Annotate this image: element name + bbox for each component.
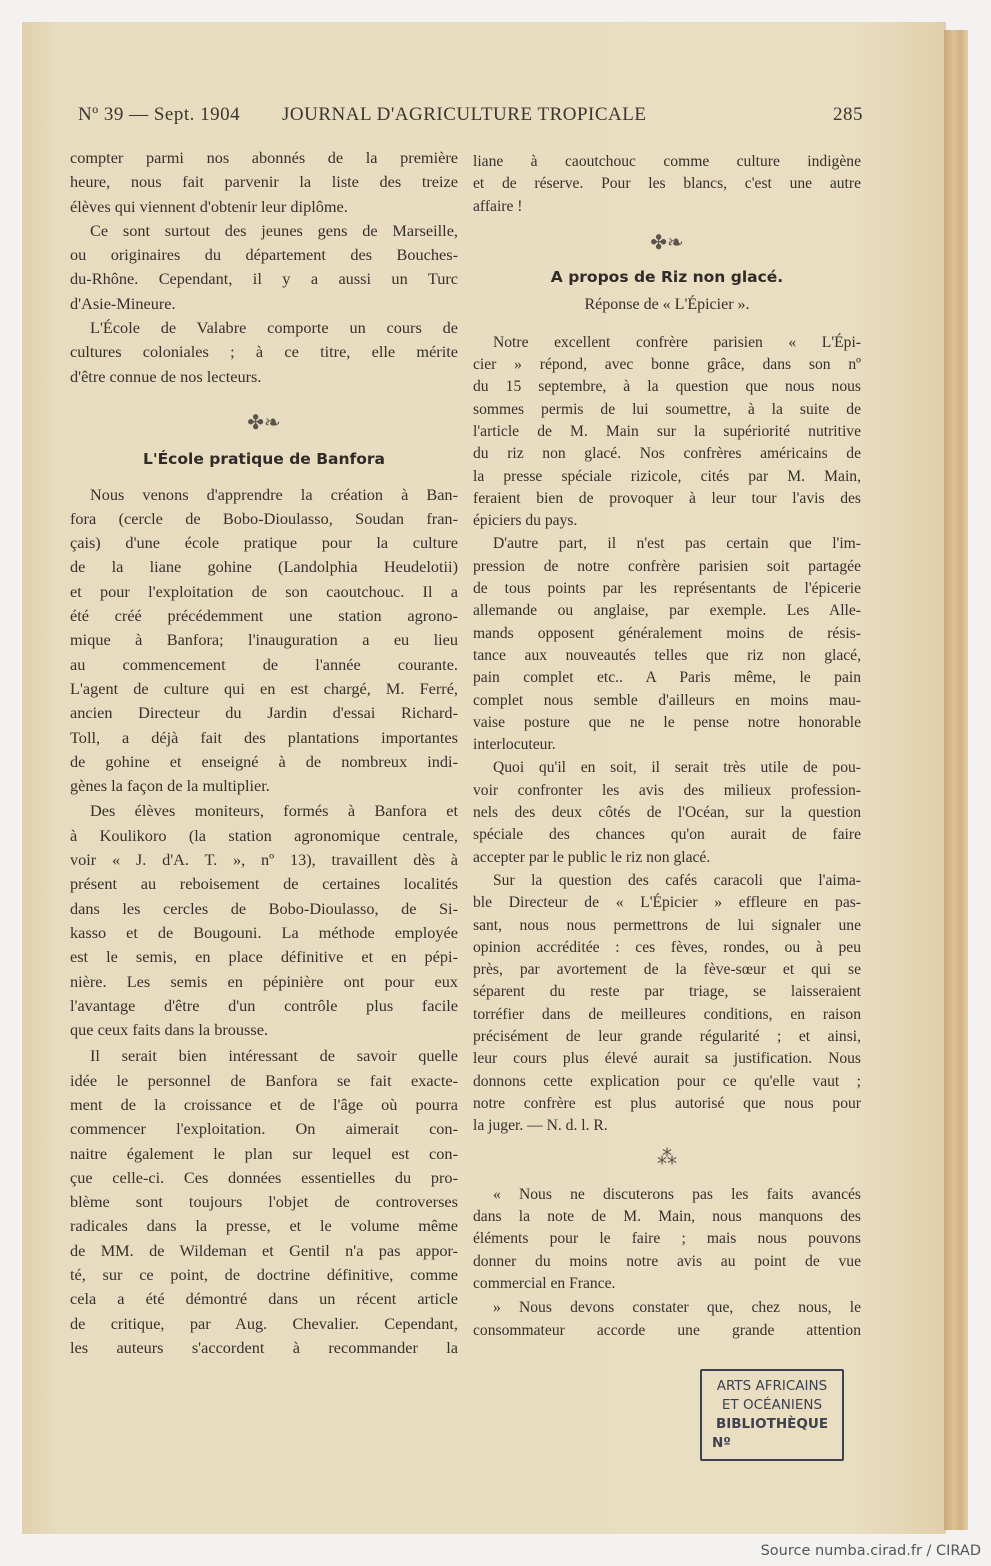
text-line: et de réserve. Pour les blancs, c'est une autre <box>473 175 861 193</box>
text-line: sommes permis de lui soumettre, à la suite de <box>473 400 861 418</box>
text-line: accepter par le public le riz non glacé. <box>473 848 711 866</box>
text-line: à Koulikoro (la station agronomique centrale, <box>70 825 458 845</box>
text-line: les auteurs s'accordent à recommander la <box>70 1337 458 1357</box>
text-line: donnons cette explication pour ce qu'elle vaut ; <box>473 1072 861 1090</box>
text-line: donner du moins notre avis au point de vue <box>473 1252 861 1270</box>
text-line: ble Directeur de « L'Épicier » effleure en pas- <box>473 894 861 912</box>
text-line: voir « J. d'A. T. », nº 13), travaillent dès à <box>70 850 458 870</box>
text-line: présent au reboisement de certaines localités <box>70 874 458 894</box>
text-line: et pour l'exploitation de son caoutchouc. Il a <box>70 581 458 601</box>
text-line: pain complet etc.. A Paris même, le pain <box>473 669 861 687</box>
text-line: mands opposent généralement moins de résis- <box>473 624 861 642</box>
text-line: Notre excellent confrère parisien « L'Épi- <box>493 333 861 351</box>
text-line: éléments pour le faire ; mais nous pouvons <box>473 1230 861 1248</box>
ornament-icon: ⁂ <box>657 1147 677 1170</box>
text-line: « Nous ne discuterons pas les faits avancés <box>493 1185 861 1203</box>
right-column <box>473 151 861 1342</box>
text-line: de gohine et enseigné à de nombreux indi- <box>70 751 458 771</box>
text-line: est le semis, en place définitive et en pépi- <box>70 947 458 967</box>
text-line: commencer l'exploitation. On aimerait con- <box>70 1119 458 1139</box>
library-stamp <box>700 1369 844 1461</box>
text-line: d'être connue de nos lecteurs. <box>70 366 262 386</box>
text-line: spéciale des chances qu'on aurait de faire <box>473 826 861 844</box>
text-line: consommateur accorde une grande attention <box>473 1321 861 1339</box>
text-line: mique à Banfora; l'inauguration a eu lieu <box>70 630 458 650</box>
text-line: du riz non glacé. Nos confrères américains de <box>473 445 861 463</box>
paragraph <box>473 1297 861 1342</box>
text-line: tance aux nouveautés telles que riz non glacé, <box>473 646 861 664</box>
section-heading: L'École pratique de Banfora <box>142 450 386 469</box>
section-subheading: Réponse de « L'Épicier ». <box>584 296 750 314</box>
paragraph <box>70 316 458 389</box>
text-line: çais) d'une école pratique pour la culture <box>70 533 458 553</box>
text-line: près, par avortement de la fève-sœur et qui se <box>473 961 861 979</box>
running-header <box>78 104 863 130</box>
paragraph <box>473 1184 861 1295</box>
text-line: leur cours plus élevé aurait sa justification. Nous <box>473 1050 861 1068</box>
text-line: Quoi qu'il en soit, il serait très utile de pou- <box>493 759 861 777</box>
text-line: kasso et de Bougouni. La méthode employée <box>70 922 458 942</box>
section-heading: A propos de Riz non glacé. <box>550 268 784 287</box>
text-line: la presse spéciale rizicole, cités par M. Main, <box>473 467 861 485</box>
paragraph <box>70 1044 458 1360</box>
text-line: au commencement de l'année courante. <box>70 654 458 674</box>
text-line: dans les cercles de Bobo-Dioulasso, de Si- <box>70 898 458 918</box>
left-column <box>70 146 458 1360</box>
text-line: élèves qui viennent d'obtenir leur diplôme. <box>70 196 348 216</box>
text-line: çue celle-ci. Ces données essentielles du pro- <box>70 1167 458 1187</box>
text-line: » Nous devons constater que, chez nous, le <box>493 1299 861 1317</box>
page-number: 285 <box>833 104 863 125</box>
ornament-icon: ✤❧ <box>650 231 684 254</box>
text-line: cultures coloniales ; à ce titre, elle mérite <box>70 342 458 362</box>
paragraph <box>70 799 458 1042</box>
text-line: précisément de leur grande régularité ; et ainsi, <box>473 1027 861 1045</box>
text-line: la juger. — N. d. l. R. <box>473 1117 608 1135</box>
text-line: L'École de Valabre comporte un cours de <box>90 318 458 338</box>
text-line: Nous venons d'apprendre la création à Ban- <box>90 484 458 504</box>
text-line: affaire ! <box>473 197 523 215</box>
source-credit: Source numba.cirad.fr / CIRAD <box>760 1543 981 1559</box>
paragraph <box>70 219 458 316</box>
stamp-line: ET OCÉANIENS <box>721 1397 823 1413</box>
paragraph <box>473 533 861 756</box>
text-line: dans la note de M. Main, nous manquons des <box>473 1208 861 1226</box>
text-line: compter parmi nos abonnés de la première <box>70 148 458 167</box>
text-line: interlocuteur. <box>473 736 556 754</box>
page-edge <box>944 30 968 1530</box>
stamp-line: ARTS AFRICAINS <box>716 1378 828 1394</box>
paragraph <box>70 483 458 799</box>
text-line: voir confronter les avis des milieux profession- <box>473 781 861 799</box>
text-line: Des élèves moniteurs, formés à Banfora et <box>90 801 458 821</box>
text-line: L'agent de culture qui en est chargé, M. Ferré, <box>70 678 458 698</box>
text-line: séparent du reste par triage, se laisseraient <box>473 983 861 1001</box>
text-line: l'article de M. Main sur la supériorité nutritive <box>473 422 861 440</box>
text-line: vaise posture que ne le pense notre honorable <box>473 713 861 731</box>
text-line: notre confrère est plus autorisé que nous pour <box>473 1094 861 1112</box>
paragraph <box>473 870 861 1138</box>
text-line: gènes la façon de la multiplier. <box>70 776 270 796</box>
text-line: idée le personnel de Banfora se fait exacte- <box>70 1070 458 1090</box>
text-line: du 15 septembre, à la question que nous nous <box>473 378 861 396</box>
text-line: Il serait bien intéressant de savoir quelle <box>90 1046 458 1066</box>
text-line: feraient bien de provoquer à leur tour l'avis des <box>473 489 861 507</box>
paragraph <box>473 332 861 533</box>
text-line: de tous points par les représentants de l'épicerie <box>473 580 861 598</box>
text-line: été créé précédemment une station agrono- <box>70 606 458 626</box>
text-line: de MM. de Wildeman et Gentil n'a pas appor- <box>70 1240 458 1260</box>
text-line: Toll, a déjà fait des plantations importantes <box>70 727 458 747</box>
text-line: sant, nous nous permettrons de lui signaler une <box>473 916 861 934</box>
text-line: opinion accréditée : ces fèves, rondes, ou à peu <box>473 938 861 956</box>
paragraph <box>473 757 861 868</box>
text-line: blème sont toujours l'objet de controverses <box>70 1192 458 1212</box>
text-line: liane à caoutchouc comme culture indigène <box>473 153 861 170</box>
text-line: pression de notre confrère parisien soit partagée <box>473 557 861 575</box>
stamp-line: BIBLIOTHÈQUE <box>715 1416 829 1432</box>
text-line: nière. Les semis en pépinière ont pour eux <box>70 971 458 991</box>
stamp-line: Nº <box>712 1435 731 1451</box>
text-line: complet nous semble d'ailleurs en moins mau- <box>473 691 861 709</box>
journal-title: JOURNAL D'AGRICULTURE TROPICALE <box>282 104 647 125</box>
text-line: Ce sont surtout des jeunes gens de Marseille, <box>90 220 458 240</box>
text-line: allemande ou anglaise, par exemple. Les Alle- <box>473 602 861 620</box>
issue-date: Nº 39 — Sept. 1904 <box>78 104 241 125</box>
text-line: ou originaires du département des Bouches- <box>70 245 458 265</box>
ornament-icon: ✤❧ <box>247 411 281 434</box>
text-line: fora (cercle de Bobo-Dioulasso, Soudan fran- <box>70 508 458 528</box>
text-line: nels des deux côtés de l'Océan, sur la question <box>473 804 861 822</box>
text-line: commercial en France. <box>473 1274 616 1292</box>
text-line: heure, nous fait parvenir la liste des treize <box>70 172 458 192</box>
text-line: radicales dans la presse, et le volume même <box>70 1216 458 1236</box>
text-line: ancien Directeur du Jardin d'essai Richard- <box>70 703 458 723</box>
text-line: l'avantage d'être d'un contrôle plus facile <box>70 995 458 1015</box>
text-line: naitre également le plan sur lequel est con- <box>70 1143 458 1163</box>
text-line: té, sur ce point, de doctrine définitive, comme <box>70 1265 458 1285</box>
text-line: Sur la question des cafés caracoli que l'aima- <box>493 871 861 889</box>
paragraph <box>473 151 861 218</box>
text-line: que ceux faits dans la brousse. <box>70 1020 269 1040</box>
text-line: d'Asie-Mineure. <box>70 293 176 313</box>
paragraph <box>70 146 458 219</box>
text-line: ment de la croissance et de l'âge où pourra <box>70 1094 458 1114</box>
text-line: cela a été démontré dans un récent article <box>70 1289 458 1309</box>
text-line: de la liane gohine (Landolphia Heudelotii) <box>70 557 458 577</box>
text-line: torréfier dans de meilleures conditions, en raison <box>473 1005 861 1023</box>
text-line: épiciers du pays. <box>473 512 578 530</box>
text-line: de critique, par Aug. Chevalier. Cependant, <box>70 1313 458 1333</box>
text-line: cier » répond, avec bonne grâce, dans son nº <box>473 356 861 374</box>
text-line: D'autre part, il n'est pas certain que l'im- <box>493 535 861 553</box>
text-line: du-Rhône. Cependant, il y a aussi un Turc <box>70 269 458 289</box>
